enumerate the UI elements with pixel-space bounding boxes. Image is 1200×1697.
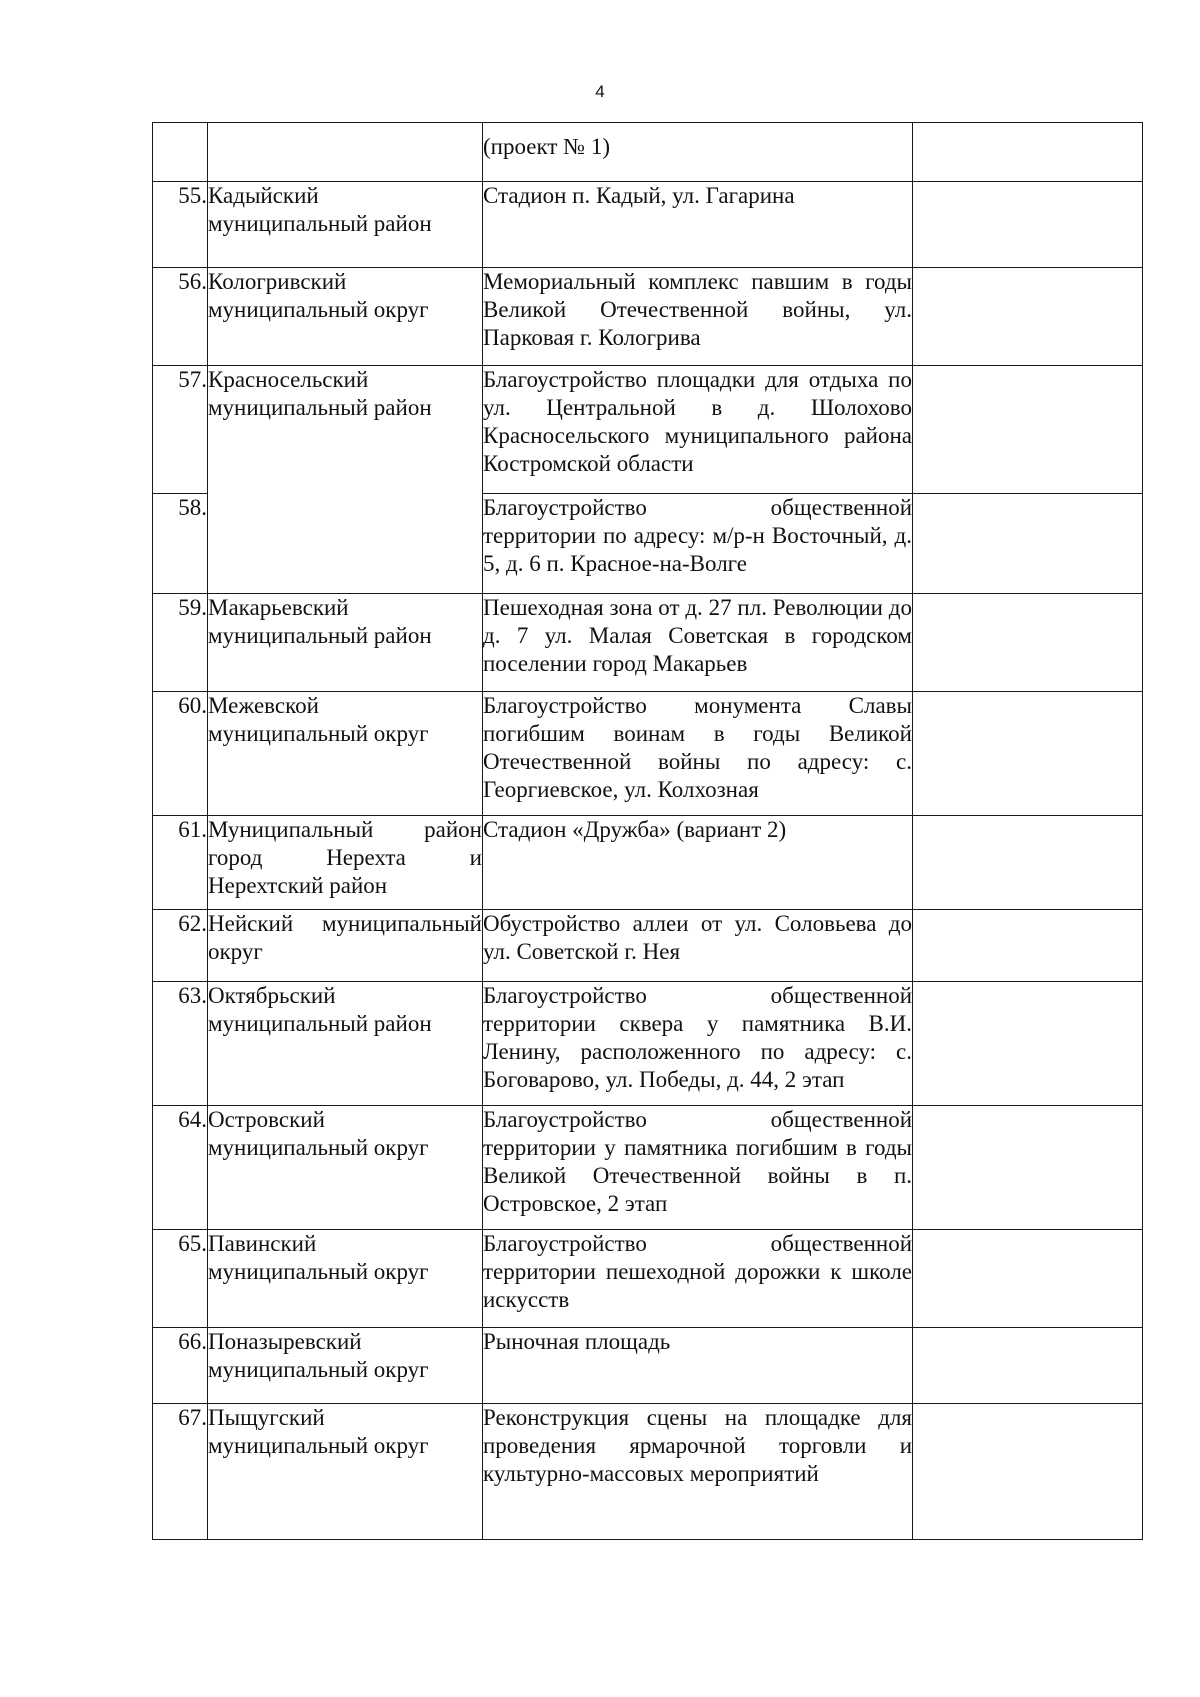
empty-cell: [913, 268, 1143, 366]
object-cell: (проект № 1): [483, 123, 913, 182]
object-cell: Реконструкция сцены на площадке для проведения ярмарочной торговли и культурно-массовых мероприятий: [483, 1404, 913, 1540]
row-number-cell: 58.: [153, 494, 208, 594]
row-number-cell: 56.: [153, 268, 208, 366]
object-cell: Мемориальный комплекс павшим в годы Великой Отечественной войны, ул. Парковая г. Кологрива: [483, 268, 913, 366]
municipality-cell: Кадыйский муниципальный район: [208, 182, 483, 268]
municipality-cell: Красносельский муниципальный район: [208, 366, 483, 594]
row-number-cell: 60.: [153, 692, 208, 816]
table-row: [153, 1230, 1143, 1328]
municipality-cell: Нейский муниципальный округ: [208, 910, 483, 982]
object-cell: Пешеходная зона от д. 27 пл. Революции до д. 7 ул. Малая Советская в городском поселении город Макарьев: [483, 594, 913, 692]
object-cell: Рыночная площадь: [483, 1328, 913, 1404]
row-number-cell: 64.: [153, 1106, 208, 1230]
empty-cell: [913, 910, 1143, 982]
empty-cell: [913, 1404, 1143, 1540]
empty-cell: [913, 1230, 1143, 1328]
empty-cell: [913, 1106, 1143, 1230]
object-cell: Благоустройство общественной территории сквера у памятника В.И. Ленину, расположенного по адресу: с. Боговарово, ул. Победы, д. 44, 2 этап: [483, 982, 913, 1106]
municipality-cell: Октябрьский муниципальный район: [208, 982, 483, 1106]
table-row: [153, 1106, 1143, 1230]
table-row: [153, 123, 1143, 182]
row-number-cell: [153, 123, 208, 182]
municipality-cell: Муниципальный район город Нерехта и Нерехтский район: [208, 816, 483, 910]
table-row: [153, 1404, 1143, 1540]
object-cell: Обустройство аллеи от ул. Соловьева до ул. Советской г. Нея: [483, 910, 913, 982]
empty-cell: [913, 182, 1143, 268]
empty-cell: [913, 494, 1143, 594]
row-number-cell: 57.: [153, 366, 208, 494]
municipality-cell: [208, 123, 483, 182]
row-number-cell: 55.: [153, 182, 208, 268]
projects-table: [152, 122, 1143, 1540]
municipality-cell: Кологривский муниципальный округ: [208, 268, 483, 366]
object-cell: Благоустройство общественной территории по адресу: м/р-н Восточный, д. 5, д. 6 п. Красное-на-Волге: [483, 494, 913, 594]
table-row: [153, 366, 1143, 494]
row-number-cell: 67.: [153, 1404, 208, 1540]
object-cell: Благоустройство площадки для отдыха по ул. Центральной в д. Шолохово Красносельского муниципального района Костромской области: [483, 366, 913, 494]
table-row: [153, 182, 1143, 268]
table-row: [153, 692, 1143, 816]
row-number-cell: 63.: [153, 982, 208, 1106]
empty-cell: [913, 816, 1143, 910]
empty-cell: [913, 692, 1143, 816]
table-row: [153, 1328, 1143, 1404]
table-row: [153, 982, 1143, 1106]
row-number-cell: 62.: [153, 910, 208, 982]
row-number-cell: 66.: [153, 1328, 208, 1404]
table-row: [153, 594, 1143, 692]
municipality-cell: Поназыревский муниципальный округ: [208, 1328, 483, 1404]
row-number-cell: 65.: [153, 1230, 208, 1328]
empty-cell: [913, 982, 1143, 1106]
empty-cell: [913, 123, 1143, 182]
table-row: [153, 910, 1143, 982]
municipality-cell: Павинский муниципальный округ: [208, 1230, 483, 1328]
object-cell: Благоустройство общественной территории у памятника погибшим в годы Великой Отечественной войны в п. Островское, 2 этап: [483, 1106, 913, 1230]
empty-cell: [913, 366, 1143, 494]
municipality-cell: Межевской муниципальный округ: [208, 692, 483, 816]
municipality-cell: Островский муниципальный округ: [208, 1106, 483, 1230]
object-cell: Стадион «Дружба» (вариант 2): [483, 816, 913, 910]
empty-cell: [913, 1328, 1143, 1404]
object-cell: Благоустройство общественной территории пешеходной дорожки к школе искусств: [483, 1230, 913, 1328]
object-cell: Благоустройство монумента Славы погибшим воинам в годы Великой Отечественной войны по адресу: с. Георгиевское, ул. Колхозная: [483, 692, 913, 816]
object-cell: Стадион п. Кадый, ул. Гагарина: [483, 182, 913, 268]
municipality-cell: Макарьевский муниципальный район: [208, 594, 483, 692]
row-number-cell: 59.: [153, 594, 208, 692]
municipality-cell: Пыщугский муниципальный округ: [208, 1404, 483, 1540]
empty-cell: [913, 594, 1143, 692]
row-number-cell: 61.: [153, 816, 208, 910]
page-number: 4: [595, 82, 605, 101]
table-row: [153, 268, 1143, 366]
table-row: [153, 816, 1143, 910]
